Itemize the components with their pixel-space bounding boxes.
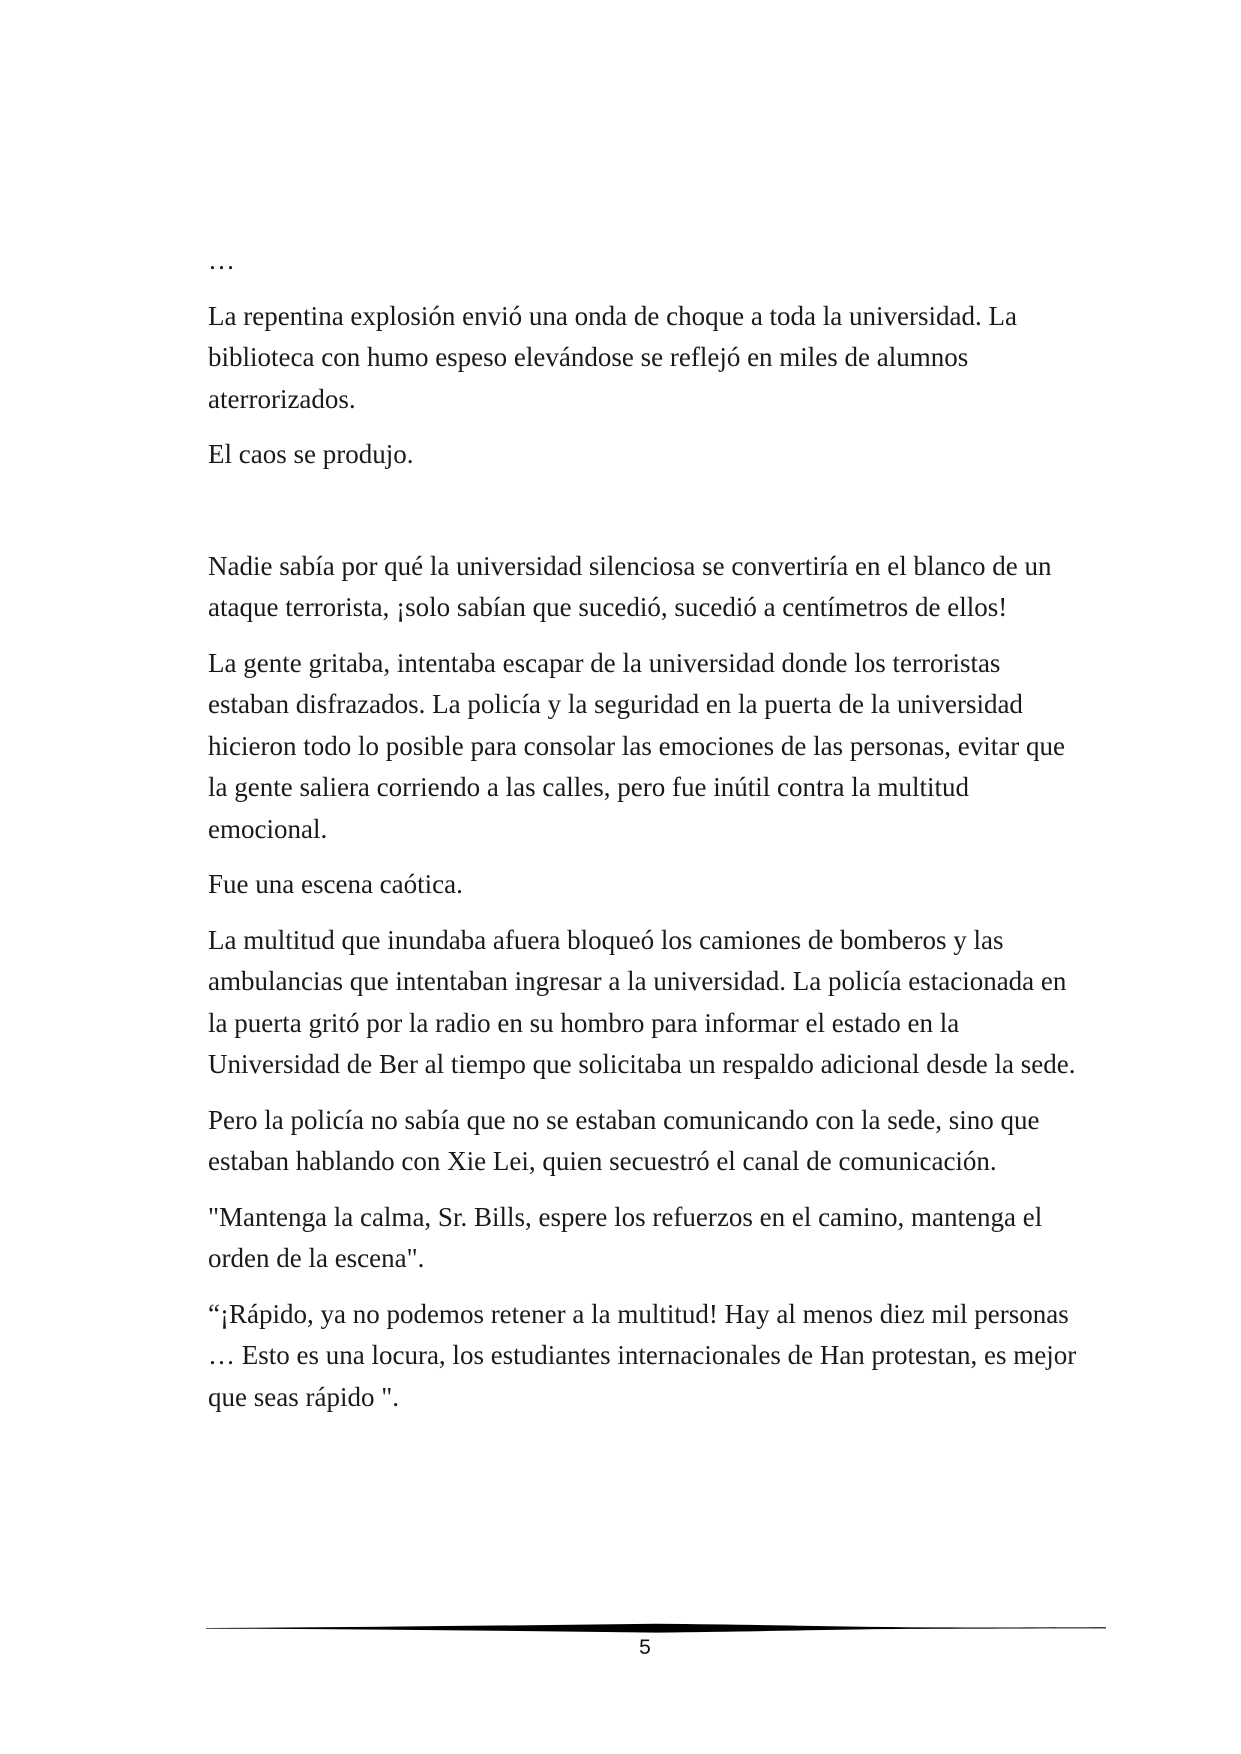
- paragraph-nobody-knew: Nadie sabía por qué la universidad silenciosa se convertiría en el blanco de un ataque terrorista, ¡solo sabían que sucedió, sucedió a centímetros de ellos!: [208, 550, 1052, 622]
- paragraph-police-unaware: Pero la policía no sabía que no se estaban comunicando con la sede, sino que estaban hablando con Xie Lei, quien secuestró el canal de comunicación.: [208, 1104, 1040, 1176]
- paragraph-chaos: El caos se produjo.: [208, 439, 414, 469]
- ellipsis-line: …: [208, 245, 235, 275]
- section-spacer: [208, 490, 1088, 546]
- footer-divider-swash: [206, 1624, 1106, 1633]
- paragraph-keep-calm: "Mantenga la calma, Sr. Bills, espere los refuerzos en el camino, mantenga el orden de la escena".: [208, 1201, 1043, 1273]
- paragraph-chaotic-scene: Fue una escena caótica.: [208, 869, 463, 899]
- body-text: [208, 240, 1088, 1432]
- paragraph-hurry: “¡Rápido, ya no podemos retener a la multitud! Hay al menos diez mil personas … Esto es una locura, los estudiantes internacionales de Han protestan, es mejor que seas rápido ".: [208, 1298, 1077, 1412]
- paragraph-crowd-blocked: La multitud que inundaba afuera bloqueó los camiones de bomberos y las ambulancias que intentaban ingresar a la universidad. La policía estacionada en la puerta gritó por la radio en su hombro para informar el estado en la Universidad de Ber al tiempo que solicitaba un respaldo adicional desde la sede.: [208, 924, 1076, 1079]
- footer-divider: [206, 1621, 1106, 1635]
- paragraph-explosion: La repentina explosión envió una onda de choque a toda la universidad. La biblioteca con humo espeso elevándose se reflejó en miles de alumnos aterrorizados.: [208, 300, 1017, 414]
- paragraph-people-screamed: La gente gritaba, intentaba escapar de la universidad donde los terroristas estaban disfrazados. La policía y la seguridad en la puerta de la universidad hicieron todo lo posible para consolar las emociones de las personas, evitar que la gente saliera corriendo a las calles, pero fue inútil contra la multitud emocional.: [208, 647, 1065, 844]
- page-number: 5: [639, 1636, 651, 1659]
